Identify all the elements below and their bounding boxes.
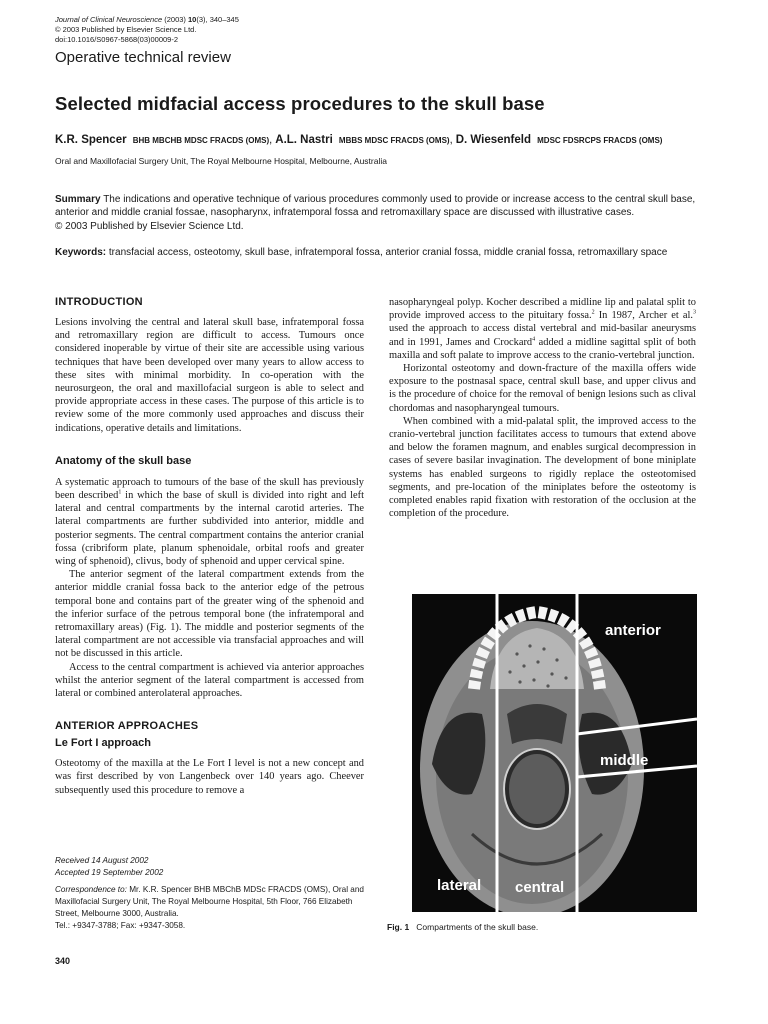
author-list: K.R. Spencer BHB MBCHB MDSC FRACDS (OMS), A.L. Nastri MBBS MDSC FRACDS (OMS), D. Wiesenfeld MDSC FDSRCPS FRACDS (OMS) [55,134,663,146]
summary-text: The indications and operative technique of various procedures commonly used to provide or increase access to the central skull base, anterior and middle cranial fossae, nasopharynx, infratemporal fossa and retromaxillary space are discussed with illustrative cases. [55,194,696,219]
citation-ref: 2 [591,309,595,316]
paragraph: Lesions involving the central and lateral skull base, infratemporal fossa and retromaxillary region are difficult to access. Tumours once considered inoperable by virtue of their site are accessible using various techniques that have been developed over many years to allow access to these sites with minimal morbidity. In co-operation with the neurosurgeon, the oral and maxillofacial surgeon is able to select and provide appropriate access in these cases. The purpose of this article is to review some of the more commonly used approaches and discuss their indications, operative details and limitations. [55,317,364,434]
summary-label: Summary [55,194,101,205]
correspondence-text: Mr. K.R. Spencer BHB MBChB MDSc FRACDS (OMS), Oral and Maxillofacial Surgery Unit, The Royal Melbourne Hospital, 5th Floor, 766 Elizabeth Street, Melbourne 3000, Australia. [55,885,364,918]
journal-header [55,15,455,45]
summary [55,193,715,233]
doi: doi:10.1016/S0967-5868(03)00009-2 [55,35,179,44]
figure-caption-label: Fig. 1 [387,922,410,932]
label-anterior: anterior [605,622,661,639]
paragraph: When combined with a mid-palatal split, the improved access to the cranio-vertebral junction facilitates access to tumours that extend above and below the foramen magnum, and enables surgical decompression in cases of severe basilar invagination. The development of bone miniplate systems has enabled surgeons to rigidly replace the osteotomised segments, and pre-location of the miniplates before the osteotomy is completed enables rapid fixation with restoration of the occlusion at the completion of the procedure. [389,415,696,520]
paragraph: Access to the central compartment is achieved via anterior approaches whilst the anterior segment of the lateral compartment is accessed from lateral or combined anterolateral approaches. [55,661,364,700]
label-lateral: lateral [437,877,482,894]
figure-caption-text: Compartments of the skull base. [416,922,539,932]
left-column [55,296,364,797]
paragraph: The anterior segment of the lateral compartment extends from the anterior middle cranial fossa back to the anterior edge of the petrous temporal bone and contains part of the greater wing of the sphenoid and the inferior surface of the petrous temporal bone (the infratemporal and retromaxillary areas) (Fig. 1). The middle and posterior segments of the lateral compartment are not accessible via transfacial approaches and will not be discussed in this article. [55,569,364,660]
subsection-heading-anatomy: Anatomy of the skull base [55,454,192,467]
author-name: A.L. Nastri [275,134,333,146]
right-column [389,296,696,520]
label-middle: middle [600,752,649,769]
correspondence-label: Correspondence to: [55,885,127,894]
summary-copyright: © 2003 Published by Elsevier Science Ltd. [55,220,244,232]
journal-copyright: © 2003 Published by Elsevier Science Ltd. [55,25,197,34]
section-label: Operative technical review [55,49,231,66]
keywords-text: transfacial access, osteotomy, skull base, infratemporal fossa, anterior cranial fossa, middle cranial fossa, retromaxillary space [108,247,668,258]
label-central: central [515,879,565,896]
paper-title: Selected midfacial access procedures to the skull base [55,93,545,114]
journal-citation: Journal of Clinical Neuroscience (2003) 10(3), 340–345 [55,15,239,24]
correspondence [55,884,375,932]
keywords [55,246,735,259]
author-name: K.R. Spencer [55,134,127,146]
figure-skull-base [412,594,697,912]
correspondence-tel: Tel.: +9347-3788; Fax: +9347-3058. [55,921,186,930]
section-heading-introduction: INTRODUCTION [55,296,143,308]
paragraph: Osteotomy of the maxilla at the Le Fort I level is not a new concept and was first described by von Langenbeck over 140 years ago. Cheever subsequently used this procedure to remove a [55,758,364,796]
page-number: 340 [55,956,71,966]
author-degrees: BHB MBCHB MDSC FRACDS (OMS) [132,136,270,145]
author-name: D. Wiesenfeld [455,134,532,146]
author-degrees: MDSC FDSRCPS FRACDS (OMS) [537,136,663,145]
subsection-heading-le-fort: Le Fort I approach [55,737,151,750]
paragraph: A systematic approach to tumours of the base of the skull has previously been described$^1$ in which the base of skull is divided into right and left lateral and central compartments by the internal carotid arteries. The lateral compartments are further subdivided into anterior, middle and posterior segments. The central compartment contains the anterior cranial fossa (cribriform plate, planum sphenoidale, orbital roofs and greater wing of sphenoid), clivus, body of sphenoid and upper cervical spine. [55,476,365,568]
author-degrees: MBBS MDSC FRACDS (OMS) [338,136,450,145]
paragraph: nasopharyngeal polyp. Kocher described a midline lip and palatal split to provide improved access to the pituitary fossa.$^2$ In 1987, Archer et al.$^3$ used the approach to access distal vertebral and mid-basilar aneurysms and in 1991, James and Crockard$^4$ added a midline sagittal split of both maxilla and soft palate to improve access to the cranio-vertebral junction. [389,297,697,361]
paragraph: Horizontal osteotomy and down-fracture of the maxilla offers wide exposure to the postnasal space, central skull base, and upper clivus and is the procedure of choice for the removal of benign lesions such as clival chordomas and nasopharyngeal tumours. [389,363,696,414]
section-heading-anterior-approaches: ANTERIOR APPROACHES [55,720,199,733]
keywords-label: Keywords: [55,247,107,258]
figure-caption [387,922,538,932]
citation-ref: 3 [693,309,696,316]
citation-ref: 4 [532,336,536,343]
affiliation: Oral and Maxillofacial Surgery Unit, The Royal Melbourne Hospital, Melbourne, Australia [55,156,387,166]
received-dates: Received 14 August 2002 Accepted 19 September 2002 [55,856,164,877]
citation-ref: 1 [118,489,122,496]
